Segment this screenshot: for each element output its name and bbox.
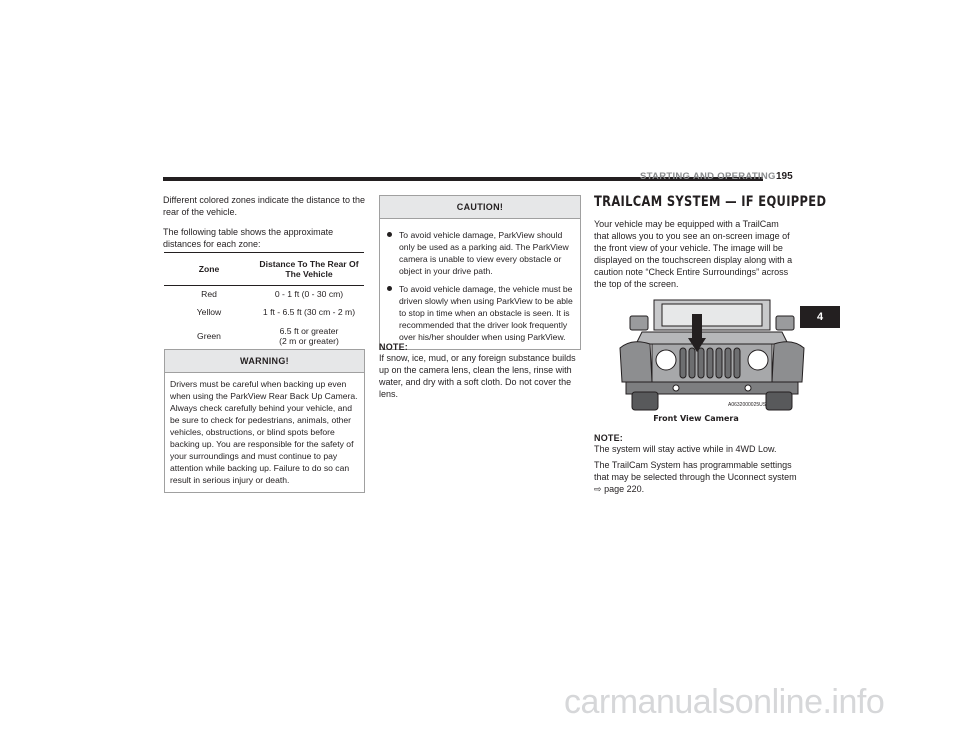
- trailcam-note-label: NOTE:: [594, 433, 623, 443]
- trailcam-intro: [594, 218, 796, 290]
- image-code: A0632000025US: [728, 402, 767, 408]
- zone-red: Red: [201, 289, 217, 300]
- zone-green: Green: [197, 331, 221, 341]
- intro-paragraph-2: The following table shows the approximate distances for each zone:: [163, 227, 334, 249]
- col-zone-header: Zone: [198, 263, 220, 274]
- page-ref-text[interactable]: page 220.: [604, 484, 645, 494]
- trailcam-note-line1: The system will stay active while in 4WD Low.: [594, 444, 777, 454]
- distance-red: 0 - 1 ft (0 - 30 cm): [274, 289, 344, 300]
- warning-title: WARNING!: [165, 350, 364, 373]
- note-label: NOTE:: [379, 342, 408, 352]
- chapter-tab: 4: [800, 306, 840, 328]
- table-row: [164, 285, 364, 303]
- caution-title: CAUTION!: [380, 196, 580, 219]
- distance-green-line1: 6.5 ft or greater: [279, 326, 339, 336]
- caution-box: [379, 195, 581, 350]
- left-intro: [163, 194, 365, 250]
- distance-yellow: 1 ft - 6.5 ft (30 cm - 2 m): [262, 307, 356, 317]
- col-distance-line2: The Vehicle: [285, 268, 333, 279]
- running-header: STARTING AND OPERATING: [640, 171, 776, 182]
- table-row: [164, 321, 364, 351]
- front-view-camera-figure: [612, 294, 812, 414]
- page-number: 195: [776, 171, 793, 182]
- col-distance-line1: Distance To The Rear Of: [259, 258, 359, 269]
- warning-box: [164, 349, 365, 493]
- trailcam-note-line2: The TrailCam System has programmable settings that may be selected through the Uconnect system: [594, 460, 797, 482]
- camera-note: [379, 342, 581, 400]
- note-text: If snow, ice, mud, or any foreign substance builds up on the camera lens, clean the lens, rinse with water, and dry with a soft cloth. Do not cover the lens.: [379, 353, 576, 399]
- distance-green-line2: (2 m or greater): [279, 336, 339, 346]
- intro-paragraph-1: Different colored zones indicate the distance to the rear of the vehicle.: [163, 195, 365, 217]
- zone-table: [164, 252, 364, 352]
- zone-yellow: Yellow: [196, 307, 222, 317]
- warning-text: Drivers must be careful when backing up even when using the ParkView Rear Back Up Camera. Always check carefully behind your vehicle, and be sure to check for pedestrians, animals, other vehicles, obstructions, or blind spots before backing up. You are responsible for the safety of your surroundings and must continue to pay attention while backing up. Failure to do so can result in serious injury or death.: [170, 379, 358, 485]
- watermark: carmanualsonline.info: [564, 683, 885, 721]
- trailcam-paragraph: Your vehicle may be equipped with a TrailCam that allows you to you see an on-screen image of the front view of your vehicle. The image will be displayed on the touchscreen display along with a caution note “Check Entire Surroundings” across the top of the screen.: [594, 219, 793, 289]
- page-reference[interactable]: [594, 483, 798, 495]
- caution-bullet-2: To avoid vehicle damage, the vehicle must be driven slowly when using ParkView to be able to stop in time when an obstacle is seen. It is recommended that the driver look frequently over his/her shoulder when using ParkView.: [385, 283, 575, 343]
- table-header-row: [164, 253, 364, 285]
- jeep-front-illustration: [612, 294, 812, 414]
- col-distance-header: [254, 253, 364, 285]
- section-title: TRAILCAM SYSTEM — IF EQUIPPED: [594, 194, 827, 210]
- table-row: [164, 303, 364, 321]
- caution-bullet-1: To avoid vehicle damage, ParkView should only be used as a parking aid. The ParkView camera is unable to view every obstacle or object in your drive path.: [385, 229, 575, 277]
- page-ref-arrow-icon: ⇨: [594, 484, 602, 494]
- distance-green: [254, 321, 364, 351]
- figure-caption: Front View Camera: [653, 414, 739, 423]
- trailcam-note: [594, 433, 798, 495]
